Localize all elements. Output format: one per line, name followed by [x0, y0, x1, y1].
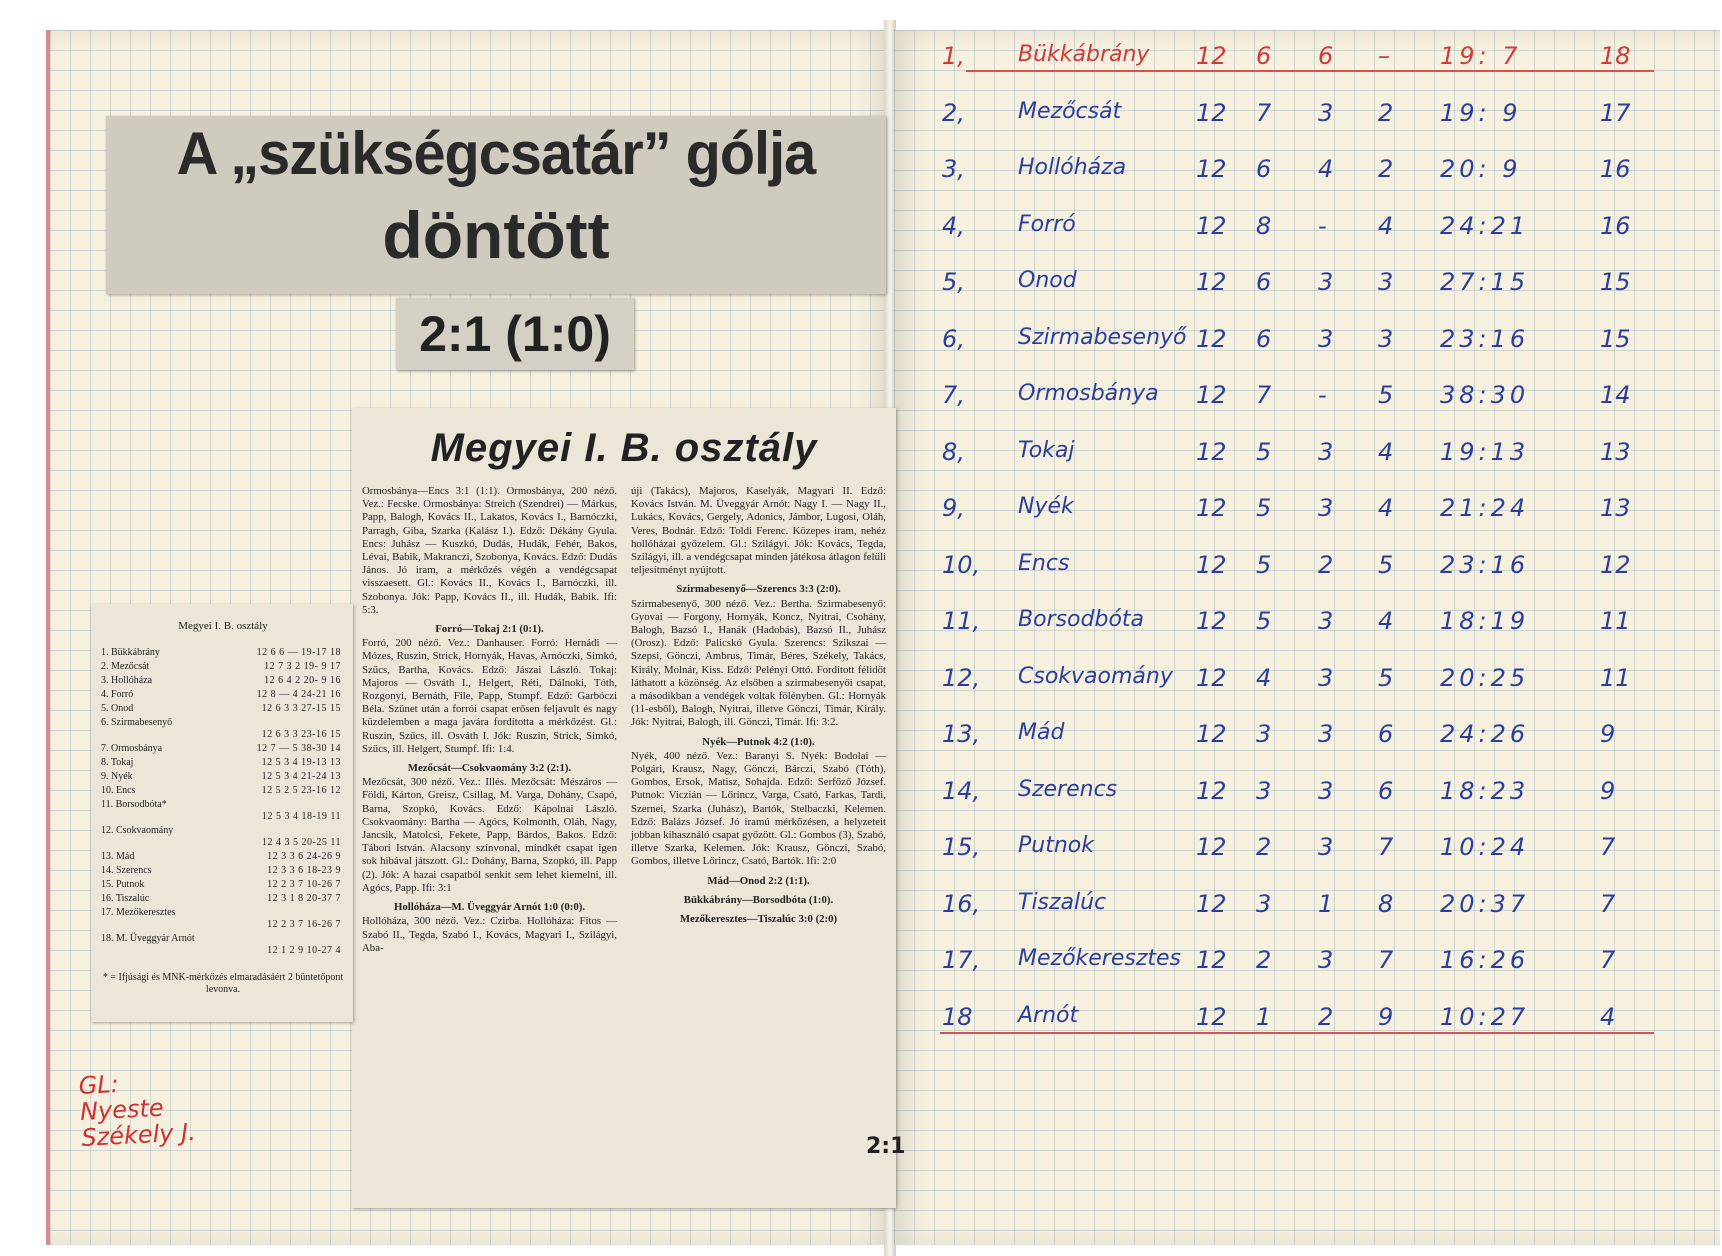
standings-cell-rank: 9, [942, 494, 965, 522]
note-line: GL: [77, 1069, 120, 1101]
standings-cell-team: Nyék [1018, 494, 1074, 519]
standings-cell-rank: 16, [942, 889, 981, 918]
standings-cell-w: 1 [1256, 1002, 1272, 1031]
standings-clipping [91, 604, 353, 1022]
standings-cell-w: 8 [1256, 211, 1272, 240]
standings-cell-l: 6 [1378, 776, 1394, 805]
report-paragraph: Forró, 200 néző. Vez.: Danhauser. Forró: Hernádi — Mózes, Ruszin, Strick, Hornyák, Havas, Arnóczki, Simkó, Szűcs, Bartha, Kovács. Edző: Jászai László. Tokaj: Majoros — Osváth I., Helgert, Réti, Dálnoki, Tóth, Rozgonyi, Bernáth, File, Papp, Stumpf. Edző: Garbóczi Béla. Szünet után a forrói csapat erősen feljavult és nagy küzdelemben a maga javára fordította a mérkőzést. Gl.: Ruszin, Szűcs, ill. Osváth I. Jók: Ruszin, Strick, Simkó, Szűcs, ill. Helgert, Stumpf. Ifi: 1:4. [362, 637, 617, 755]
standings-cell-p: 12 [1196, 268, 1227, 296]
standings-cell-l: – [1378, 42, 1390, 70]
standings-cell-pts: 18 [1600, 42, 1631, 70]
team-stats: 12 6 3 3 23-16 15 [261, 729, 341, 740]
standings-cell-d: - [1318, 381, 1327, 409]
standings-clipping-rows [101, 646, 345, 958]
standings-cell-goals: 20: 9 [1440, 155, 1522, 183]
team-name: 13. Mád [101, 851, 135, 862]
team-stats: 12 5 3 4 19-13 13 [261, 757, 341, 768]
standings-cell-d: - [1318, 211, 1327, 240]
standings-cell-w: 6 [1256, 324, 1272, 353]
match-report-title: Megyei I. B. osztály [430, 426, 818, 470]
standings-clipping-row [101, 702, 345, 716]
standings-cell-pts: 11 [1600, 663, 1631, 692]
standings-cell-d: 3 [1318, 268, 1334, 296]
standings-clipping-row [101, 784, 345, 798]
standings-cell-rank: 4, [942, 211, 965, 240]
standings-row [900, 773, 1660, 813]
standings-cell-goals: 21:24 [1440, 494, 1530, 522]
standings-row [900, 151, 1660, 191]
standings-row [900, 321, 1660, 361]
standings-cell-pts: 12 [1600, 550, 1631, 579]
standings-cell-p: 12 [1196, 946, 1227, 974]
headline-line2: döntött [382, 198, 610, 272]
match-result: Forró—Tokaj 2:1 (0:1). [435, 623, 544, 636]
match-result: Bükkábrány—Borsodbóta (1:0). [683, 893, 834, 906]
standings-cell-w: 3 [1256, 776, 1272, 805]
match-result: Nyék—Putnok 4:2 (1:0). [702, 735, 815, 748]
headline-line1: A „szükségcsatár” gólja [176, 120, 816, 187]
report-paragraph: Hollóháza, 300 néző. Vez.: Czirba. Hollóháza: Fitos — Szabó II., Tegda, Szabó I., Kovács, Magyari I., Szilágyi, Aba- [362, 915, 617, 954]
team-stats: 12 5 3 4 21-24 13 [261, 771, 341, 782]
standings-cell-team: Onod [1018, 268, 1077, 293]
standings-cell-p: 12 [1196, 720, 1227, 748]
standings-cell-goals: 23:16 [1440, 324, 1530, 353]
standings-cell-l: 3 [1378, 268, 1394, 296]
standings-cell-l: 8 [1378, 889, 1394, 918]
team-stats: 12 6 3 3 27-15 15 [261, 703, 341, 714]
handwritten-result: 2:1 [866, 1134, 906, 1159]
team-name: 1. Bükkábrány [101, 647, 160, 658]
team-stats: 12 3 3 6 24-26 9 [267, 851, 341, 862]
standings-cell-team: Mád [1018, 720, 1065, 745]
standings-cell-pts: 17 [1600, 98, 1631, 127]
standings-cell-goals: 19: 9 [1440, 98, 1522, 127]
standings-cell-d: 2 [1318, 550, 1334, 579]
standings-cell-l: 2 [1378, 98, 1394, 127]
standings-cell-pts: 16 [1600, 211, 1631, 240]
standings-cell-rank: 18 [942, 1002, 973, 1031]
standings-cell-pts: 7 [1600, 833, 1616, 861]
standings-row [900, 264, 1660, 304]
standings-cell-l: 5 [1378, 550, 1394, 579]
report-paragraph: Mezőcsát, 300 néző. Vez.: Illés. Mezőcsát: Mészáros — Földi, Kárton, Greisz, Csillag, M. Varga, Dohány, Csapó, Barna, Szopkó, Kovács. Edző: Kápolnai László. Csokvaomány: Bartha — Agócs, Kolmonth, Oláh, Nagy, Jancsik, Matolcsi, Fekete, Papp, Bárdos, Bakos. Edző: Tábori István. Alacsony színvonal, mindkét csapat igen sok hibával játszott. Gl.: Dohány, Barna, Szopkó, ill. Papp (2). Jók: A hazai csapatból senkit sem lehet kiemelni, ill. Agócs, Papp. Ifi: 3:1 [362, 776, 617, 894]
report-column-2 [631, 485, 886, 957]
team-stats: 12 6 6 — 19-17 18 [256, 647, 341, 658]
team-stats: 12 8 — 4 24-21 16 [256, 689, 341, 700]
standings-row [900, 547, 1660, 587]
standings-cell-team: Forró [1018, 211, 1076, 237]
standings-cell-d: 4 [1318, 155, 1334, 183]
report-paragraph: Ormosbánya—Encs 3:1 (1:1). Ormosbánya, 200 néző. Vez.: Fecske. Ormosbánya: Streich (Szendrei) — Márkus, Papp, Balogh, Kovács II., Lakatos, Kovács I., Barnóczki, Parragh, Giba, Szarka (Kalász I.). Edző: Dékány Gyula. Encs: Juhász — Kuszkó, Dudás, Hudák, Fehér, Bakos, Lévai, Babik, Makranczi, Szobonya, Kovács. Edző: Dudás János. Jó iram, a mérkőzés végén a vendégcsapat visszaesett. Gl.: Kovács II., Kovács I., Barnóczki, ill. Szobonya. Jók: Papp, Kovács II., ill. Hudák, Babik. Ifi: 5:3. [362, 485, 617, 616]
standings-cell-goals: 19: 7 [1440, 42, 1522, 70]
standings-cell-d: 3 [1318, 437, 1334, 466]
standings-cell-l: 4 [1378, 607, 1394, 635]
team-name: 9. Nyék [101, 771, 133, 782]
standings-cell-w: 5 [1256, 437, 1272, 466]
standings-cell-p: 12 [1196, 42, 1227, 70]
standings-cell-p: 12 [1196, 381, 1227, 409]
standings-cell-pts: 7 [1600, 889, 1616, 918]
standings-cell-team: Szirmabesenyő [1018, 324, 1187, 350]
standings-cell-rank: 17, [942, 946, 981, 974]
team-stats: 12 3 1 8 20-37 7 [267, 893, 341, 904]
standings-clipping-row [101, 660, 345, 674]
standings-cell-l: 5 [1378, 381, 1394, 409]
team-stats: 12 5 3 4 18-19 11 [262, 811, 341, 822]
team-stats: 12 2 3 7 16-26 7 [267, 919, 341, 930]
standings-clipping-row [101, 878, 345, 892]
standings-cell-p: 12 [1196, 607, 1227, 635]
team-stats: 12 6 4 2 20- 9 16 [264, 675, 341, 686]
match-result: Mád—Onod 2:2 (1:1). [707, 874, 810, 887]
standings-cell-d: 2 [1318, 1002, 1334, 1031]
headline-clipping [106, 116, 886, 294]
team-name: 18. M. Üveggyár Arnót [101, 933, 195, 944]
report-paragraph: Szirmabesenyő, 300 néző. Vez.: Bertha. Szirmabesenyő: Gyovai — Forgony, Hornyák, Koncz, Nyitrai, Csohány, Balogh, Bazsó I., Hanák (Hadobás), Bazsó II., Juhász (Orosz). Edző: Palicskó Gyula. Szerencs: Szikszai — Szepsi, Gönczi, Ambrus, Timár, Béres, Székely, Takács, Király, Molnár, Kiss. Edző: Pelényi Ottó. Fordított félidőt láthatott a közönség. Az elsőben a szirmabesenyői csapat, a másodikban a vendégek voltak fölényben. Gl.: Hornyák (11-esből), Balogh, Nyitrai, illetve Gönczi, Timár, Király. Jók: Nyitrai, Balogh, ill. Gönczi, Timár. Ifi: 3:2. [631, 597, 886, 729]
standings-cell-w: 6 [1256, 268, 1272, 296]
standings-cell-l: 4 [1378, 494, 1394, 522]
standings-cell-pts: 4 [1600, 1002, 1616, 1031]
standings-cell-d: 3 [1318, 324, 1334, 353]
standings-cell-w: 3 [1256, 889, 1272, 918]
standings-cell-p: 12 [1196, 324, 1227, 353]
match-result: Szirmabesenyő—Szerencs 3:3 (2:0). [676, 583, 841, 596]
standings-cell-goals: 20:37 [1440, 889, 1530, 918]
team-name: 7. Ormosbánya [101, 743, 163, 754]
team-name: 15. Putnok [101, 879, 145, 890]
standings-cell-p: 12 [1196, 211, 1227, 240]
standings-row [900, 377, 1660, 417]
standings-cell-l: 4 [1378, 437, 1394, 466]
standings-cell-w: 4 [1256, 663, 1272, 692]
standings-row [900, 38, 1660, 78]
match-result: Hollóháza—M. Üveggyár Arnót 1:0 (0:0). [393, 901, 586, 914]
standings-cell-goals: 20:25 [1440, 663, 1530, 692]
standings-cell-pts: 16 [1600, 155, 1631, 183]
standings-cell-d: 3 [1318, 494, 1334, 522]
standings-clipping-row [101, 892, 345, 906]
standings-cell-goals: 10:27 [1440, 1002, 1530, 1031]
standings-clipping-row [101, 646, 345, 660]
standings-row [900, 434, 1660, 474]
standings-cell-w: 7 [1256, 98, 1272, 127]
standings-cell-rank: 7, [942, 381, 965, 409]
standings-cell-d: 3 [1318, 720, 1334, 748]
team-name: 10. Encs [101, 785, 136, 796]
team-name: 3. Hollóháza [101, 675, 153, 686]
team-stats: 12 4 3 5 20-25 11 [262, 837, 341, 848]
standings-cell-l: 3 [1378, 324, 1394, 353]
standings-cell-team: Hollóháza [1018, 155, 1127, 180]
standings-cell-w: 6 [1256, 155, 1272, 183]
standings-cell-w: 5 [1256, 607, 1272, 635]
standings-clipping-row [101, 770, 345, 784]
report-paragraph: úji (Takács), Majoros, Kaselyák, Magyari II. Edző: Kovács István. M. Üveggyár Arnót: Nagy I. — Nagy II., Lukács, Kovács, Gergely, Adonics, Jámbor, Lugosi, Oláh, Veres, Bodnár. Edző: Toldi Ferenc. Közepes iram, nehéz hollóházai győzelem. Gl.: Szilágyi. Jók: Kovács, Tegda, Szilágyi, ill. a vendégcsapat minden játékosa átlagon felüli teljesítményt nyújtott. [631, 485, 886, 577]
standings-cell-team: Mezőkeresztes [1018, 946, 1182, 971]
standings-cell-w: 3 [1256, 720, 1272, 748]
standings-cell-pts: 9 [1600, 776, 1616, 805]
standings-clipping-row [101, 864, 345, 878]
standings-cell-rank: 14, [942, 776, 981, 805]
standings-clipping-row [101, 756, 345, 770]
standings-cell-goals: 16:26 [1440, 946, 1530, 974]
standings-clipping-title: Megyei I. B. osztály [178, 620, 268, 632]
standings-clipping-row [101, 798, 345, 824]
standings-cell-team: Tokaj [1018, 437, 1075, 463]
standings-cell-p: 12 [1196, 155, 1227, 183]
standings-row [900, 208, 1660, 248]
standings-row [900, 886, 1660, 926]
standings-cell-pts: 7 [1600, 946, 1616, 974]
standings-cell-w: 6 [1256, 42, 1272, 70]
standings-cell-pts: 11 [1600, 607, 1631, 635]
standings-cell-team: Mezőcsát [1018, 98, 1122, 124]
standings-row [900, 660, 1660, 700]
standings-cell-goals: 10:24 [1440, 833, 1530, 861]
standings-cell-l: 7 [1378, 833, 1394, 861]
team-name: 17. Mezőkeresztes [101, 907, 176, 918]
report-column-1 [362, 485, 617, 957]
match-result: Mezőkeresztes—Tiszalúc 3:0 (2:0) [679, 913, 838, 926]
standings-clipping-row [101, 716, 345, 742]
standings-row [900, 829, 1660, 869]
standings-cell-d: 3 [1318, 607, 1334, 635]
report-paragraph: Nyék, 400 néző. Vez.: Baranyi S. Nyék: Bodolai — Polgári, Krausz, Nagy, Gönczi, Bárczi, Szabó (Tóth), Gombos, Ersok, Matisz, Sohajda. Edző: Serfőző József. Putnok: Viczián — Lőrincz, Varga, Csató, Farkas, Tardi, Szernei, Szarka (Juhász), Bartók, Stelbaczki, Kelemen. Edző: Balázs József. Jó iramú mérkőzésen, a helyzeteit jobban kihasználó csapat győzött. Gl.: Gombos (3), Szabó, illetve Szarka, Kelemen. Jók: Krausz, Gönczi, Szabó, Gombos, illetve Lőrincz, Csató, Bartók. Ifi: 2:0 [631, 749, 886, 868]
standings-cell-pts: 13 [1600, 494, 1631, 522]
standings-cell-w: 2 [1256, 946, 1272, 974]
standings-cell-d: 3 [1318, 833, 1334, 861]
team-name: 6. Szirmabesenyő [101, 717, 173, 728]
standings-cell-rank: 15, [942, 833, 981, 861]
team-stats: 12 5 2 5 23-16 12 [261, 785, 341, 796]
standings-clipping-row [101, 824, 345, 850]
match-result: Mezőcsát—Csokvaomány 3:2 (2:1). [407, 762, 572, 775]
standings-cell-p: 12 [1196, 776, 1227, 805]
team-name: 16. Tiszalúc [101, 893, 150, 904]
standings-cell-d: 3 [1318, 663, 1334, 692]
red-underline-bottom [940, 1032, 1654, 1034]
standings-cell-pts: 15 [1600, 268, 1631, 296]
team-stats: 12 7 — 5 38-30 14 [256, 743, 341, 754]
standings-cell-p: 12 [1196, 663, 1227, 692]
standings-cell-d: 3 [1318, 776, 1334, 805]
standings-cell-l: 9 [1378, 1002, 1394, 1031]
team-name: 11. Borsodbóta* [101, 799, 167, 810]
standings-clipping-row [101, 674, 345, 688]
standings-row [900, 490, 1660, 530]
standings-cell-team: Borsodbóta [1018, 607, 1145, 632]
standings-cell-p: 12 [1196, 98, 1227, 127]
standings-cell-rank: 1, [942, 42, 965, 70]
standings-row [900, 716, 1660, 756]
standings-cell-team: Csokvaomány [1018, 663, 1173, 689]
standings-cell-goals: 27:15 [1440, 268, 1530, 296]
standings-cell-p: 12 [1196, 494, 1227, 522]
standings-clipping-row [101, 906, 345, 932]
standings-cell-l: 4 [1378, 211, 1394, 240]
standings-cell-rank: 3, [942, 155, 965, 183]
standings-row [900, 95, 1660, 135]
team-name: 2. Mezőcsát [101, 661, 150, 672]
standings-cell-l: 5 [1378, 663, 1394, 692]
standings-cell-rank: 5, [942, 268, 965, 296]
team-stats: 12 7 3 2 19- 9 17 [264, 661, 341, 672]
standings-cell-l: 7 [1378, 946, 1394, 974]
standings-cell-p: 12 [1196, 437, 1227, 466]
team-name: 4. Forró [101, 689, 134, 700]
standings-cell-team: Bükkábrány [1018, 42, 1150, 67]
team-name: 5. Onod [101, 703, 134, 714]
standings-row [900, 942, 1660, 982]
standings-cell-p: 12 [1196, 833, 1227, 861]
standings-cell-team: Arnót [1018, 1002, 1079, 1028]
team-stats: 12 3 3 6 18-23 9 [267, 865, 341, 876]
standings-cell-goals: 24:26 [1440, 720, 1530, 748]
standings-cell-pts: 15 [1600, 324, 1631, 353]
standings-cell-w: 5 [1256, 494, 1272, 522]
standings-clipping-row [101, 742, 345, 756]
standings-cell-p: 12 [1196, 1002, 1227, 1031]
team-name: 12. Csokvaomány [101, 825, 174, 836]
match-report-clipping [352, 408, 896, 1208]
team-stats: 12 1 2 9 10-27 4 [267, 945, 341, 956]
standings-clipping-row [101, 850, 345, 864]
standings-cell-d: 1 [1318, 889, 1334, 918]
standings-cell-pts: 9 [1600, 720, 1616, 748]
note-line: Székely J. [80, 1117, 197, 1152]
standings-cell-rank: 13, [942, 720, 981, 748]
standings-cell-team: Tiszalúc [1018, 889, 1107, 915]
handwritten-goalscorers-note [78, 1067, 196, 1151]
team-name: 14. Szerencs [101, 865, 152, 876]
standings-cell-rank: 11, [942, 607, 981, 635]
standings-cell-rank: 12, [942, 663, 981, 692]
standings-clipping-note: * = Ifjúsági és MNK-mérkőzés elmaradásáért 2 büntetőpont levonva. [102, 972, 344, 995]
standings-cell-team: Putnok [1018, 833, 1094, 858]
standings-clipping-row [101, 688, 345, 702]
standings-cell-goals: 38:30 [1440, 381, 1530, 409]
standings-cell-goals: 18:19 [1440, 607, 1530, 635]
standings-cell-team: Encs [1018, 550, 1070, 576]
standings-row [900, 603, 1660, 643]
standings-cell-rank: 2, [942, 98, 965, 127]
standings-cell-w: 2 [1256, 833, 1272, 861]
standings-cell-d: 3 [1318, 98, 1334, 127]
standings-cell-goals: 23:16 [1440, 550, 1530, 579]
standings-cell-team: Ormosbánya [1018, 381, 1159, 406]
standings-cell-rank: 10, [942, 550, 981, 579]
standings-cell-p: 12 [1196, 889, 1227, 918]
red-underline-top [966, 70, 1654, 72]
standings-cell-p: 12 [1196, 550, 1227, 579]
standings-clipping-row [101, 932, 345, 958]
team-name: 8. Tokaj [101, 757, 134, 768]
standings-cell-d: 6 [1318, 42, 1334, 70]
team-stats: 12 2 3 7 10-26 7 [267, 879, 341, 890]
note-line: Nyeste [79, 1093, 165, 1126]
standings-cell-team: Szerencs [1018, 776, 1118, 802]
standings-cell-pts: 13 [1600, 437, 1631, 466]
standings-cell-d: 3 [1318, 946, 1334, 974]
standings-cell-goals: 18:23 [1440, 776, 1530, 805]
standings-cell-l: 6 [1378, 720, 1394, 748]
standings-cell-w: 5 [1256, 550, 1272, 579]
standings-cell-rank: 8, [942, 437, 965, 466]
score-clipping: 2:1 (1:0) [396, 298, 634, 370]
standings-cell-goals: 19:13 [1440, 437, 1530, 466]
standings-cell-l: 2 [1378, 155, 1394, 183]
standings-cell-rank: 6, [942, 324, 965, 353]
standings-cell-pts: 14 [1600, 381, 1631, 409]
standings-cell-w: 7 [1256, 381, 1272, 409]
standings-cell-goals: 24:21 [1440, 211, 1530, 240]
